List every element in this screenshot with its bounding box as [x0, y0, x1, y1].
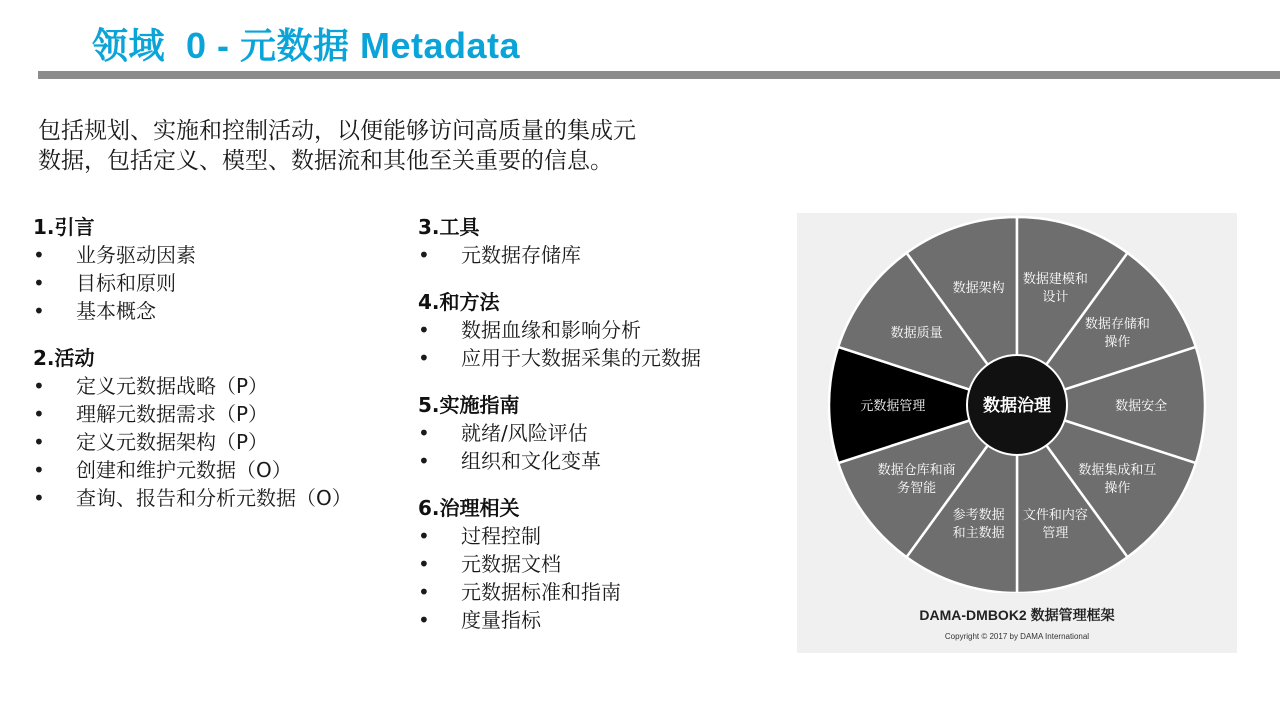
list-item-text: 定义元数据战略（P）: [76, 374, 269, 398]
list-item-text: 应用于大数据采集的元数据: [461, 346, 701, 370]
list-item: [418, 344, 778, 372]
list-item: [33, 484, 413, 512]
list-item-text: 就绪/风险评估: [461, 421, 588, 445]
bullet-icon: •: [418, 608, 430, 632]
section-methods: [418, 288, 778, 372]
bullet-list: [418, 522, 778, 634]
section-tools: [418, 213, 778, 269]
list-item-text: 度量指标: [461, 608, 541, 632]
bullet-list: [418, 316, 778, 372]
wheel-segment-label-line: 数据架构: [952, 280, 1005, 296]
list-item: [33, 400, 413, 428]
middle-column: [418, 213, 778, 653]
wheel-segment-label-line: 数据仓库和商: [877, 462, 956, 478]
list-item: [418, 550, 778, 578]
bullet-icon: •: [33, 271, 45, 295]
list-item: [33, 269, 413, 297]
list-item-text: 查询、报告和分析元数据（O）: [76, 486, 352, 510]
wheel-segment-label-line: 数据质量: [890, 326, 943, 342]
wheel-segment-label-line: 和主数据: [952, 526, 1005, 542]
dmbok-wheel-figure: [797, 213, 1237, 653]
section-governance: [418, 494, 778, 634]
bullet-icon: •: [33, 402, 45, 426]
wheel-segment-label-line: 管理: [1042, 526, 1069, 542]
list-item: [33, 241, 413, 269]
wheel-segment-label: [1115, 398, 1167, 414]
wheel-segment-label-line: 数据安全: [1115, 399, 1168, 414]
wheel-segment-label-line: 操作: [1104, 480, 1131, 496]
bullet-list: [418, 241, 778, 269]
dmbok-wheel: [797, 213, 1237, 593]
left-column: [33, 213, 413, 531]
intro-line-1: 包括规划、实施和控制活动，以便能够访问高质量的集成元: [38, 118, 636, 144]
list-item-text: 元数据存储库: [461, 243, 581, 267]
section-title: 4.和方法: [418, 290, 500, 314]
bullet-icon: •: [418, 449, 430, 473]
section-implementation-guide: [418, 391, 778, 475]
bullet-icon: •: [33, 374, 45, 398]
wheel-segment-label-line: 数据存储和: [1084, 317, 1150, 333]
bullet-icon: •: [418, 524, 430, 548]
list-item: [33, 456, 413, 484]
bullet-icon: •: [418, 318, 430, 342]
section-title: 3.工具: [418, 215, 480, 239]
wheel-segment-label-line: 数据建模和: [1022, 271, 1088, 287]
wheel-segment-label-line: 参考数据: [952, 508, 1005, 524]
section-title: 2.活动: [33, 346, 95, 370]
list-item-text: 元数据文档: [461, 552, 561, 576]
bullet-icon: •: [418, 552, 430, 576]
wheel-segment-label-line: 数据集成和互: [1078, 462, 1157, 478]
wheel-segment-label: [891, 325, 943, 341]
list-item-text: 定义元数据架构（P）: [76, 430, 269, 454]
wheel-segment-label: [860, 398, 925, 414]
list-item: [33, 428, 413, 456]
intro-line-2: 数据，包括定义、模型、数据流和其他至关重要的信息。: [38, 148, 613, 174]
list-item-text: 业务驱动因素: [76, 243, 196, 267]
list-item-text: 过程控制: [461, 524, 541, 548]
bullet-icon: •: [33, 299, 45, 323]
list-item-text: 目标和原则: [76, 271, 176, 295]
figure-copyright: Copyright © 2017 by DAMA International: [944, 632, 1090, 641]
wheel-segment-label-line: 元数据管理: [860, 399, 926, 414]
bullet-icon: •: [33, 486, 45, 510]
intro-paragraph: [38, 116, 758, 176]
bullet-icon: •: [418, 421, 430, 445]
section-activities: [33, 344, 413, 512]
figure-caption: DAMA-DMBOK2 数据管理框架: [919, 607, 1115, 623]
wheel-segment-label-line: 务智能: [897, 480, 937, 496]
list-item: [33, 372, 413, 400]
list-item: [418, 447, 778, 475]
list-item-text: 组织和文化变革: [461, 449, 601, 473]
wheel-segment-label-line: 设计: [1042, 289, 1069, 305]
section-title: 5.实施指南: [418, 393, 520, 417]
bullet-list: [418, 419, 778, 475]
bullet-list: [33, 372, 413, 512]
wheel-center-label: 数据治理: [983, 396, 1051, 416]
section-introduction: [33, 213, 413, 325]
list-item-text: 元数据标准和指南: [461, 580, 621, 604]
list-item: [418, 419, 778, 447]
page-title: 领域 0 - 元数据 Metadata: [92, 25, 521, 66]
title-underline: [38, 71, 1280, 79]
list-item: [418, 606, 778, 634]
wheel-segment-label: [953, 280, 1005, 296]
list-item-text: 创建和维护元数据（O）: [76, 458, 292, 482]
bullet-icon: •: [418, 243, 430, 267]
wheel-segment-label-line: 文件和内容: [1022, 508, 1088, 524]
bullet-icon: •: [418, 346, 430, 370]
wheel-segment-label-line: 操作: [1104, 335, 1131, 351]
bullet-icon: •: [33, 243, 45, 267]
list-item-text: 数据血缘和影响分析: [461, 318, 641, 342]
bullet-icon: •: [33, 430, 45, 454]
bullet-list: [33, 241, 413, 325]
section-title: 1.引言: [33, 215, 95, 239]
list-item-text: 基本概念: [76, 299, 156, 323]
list-item-text: 理解元数据需求（P）: [76, 402, 269, 426]
list-item: [418, 522, 778, 550]
list-item: [418, 578, 778, 606]
list-item: [418, 316, 778, 344]
list-item: [418, 241, 778, 269]
list-item: [33, 297, 413, 325]
bullet-icon: •: [418, 580, 430, 604]
bullet-icon: •: [33, 458, 45, 482]
section-title: 6.治理相关: [418, 496, 520, 520]
